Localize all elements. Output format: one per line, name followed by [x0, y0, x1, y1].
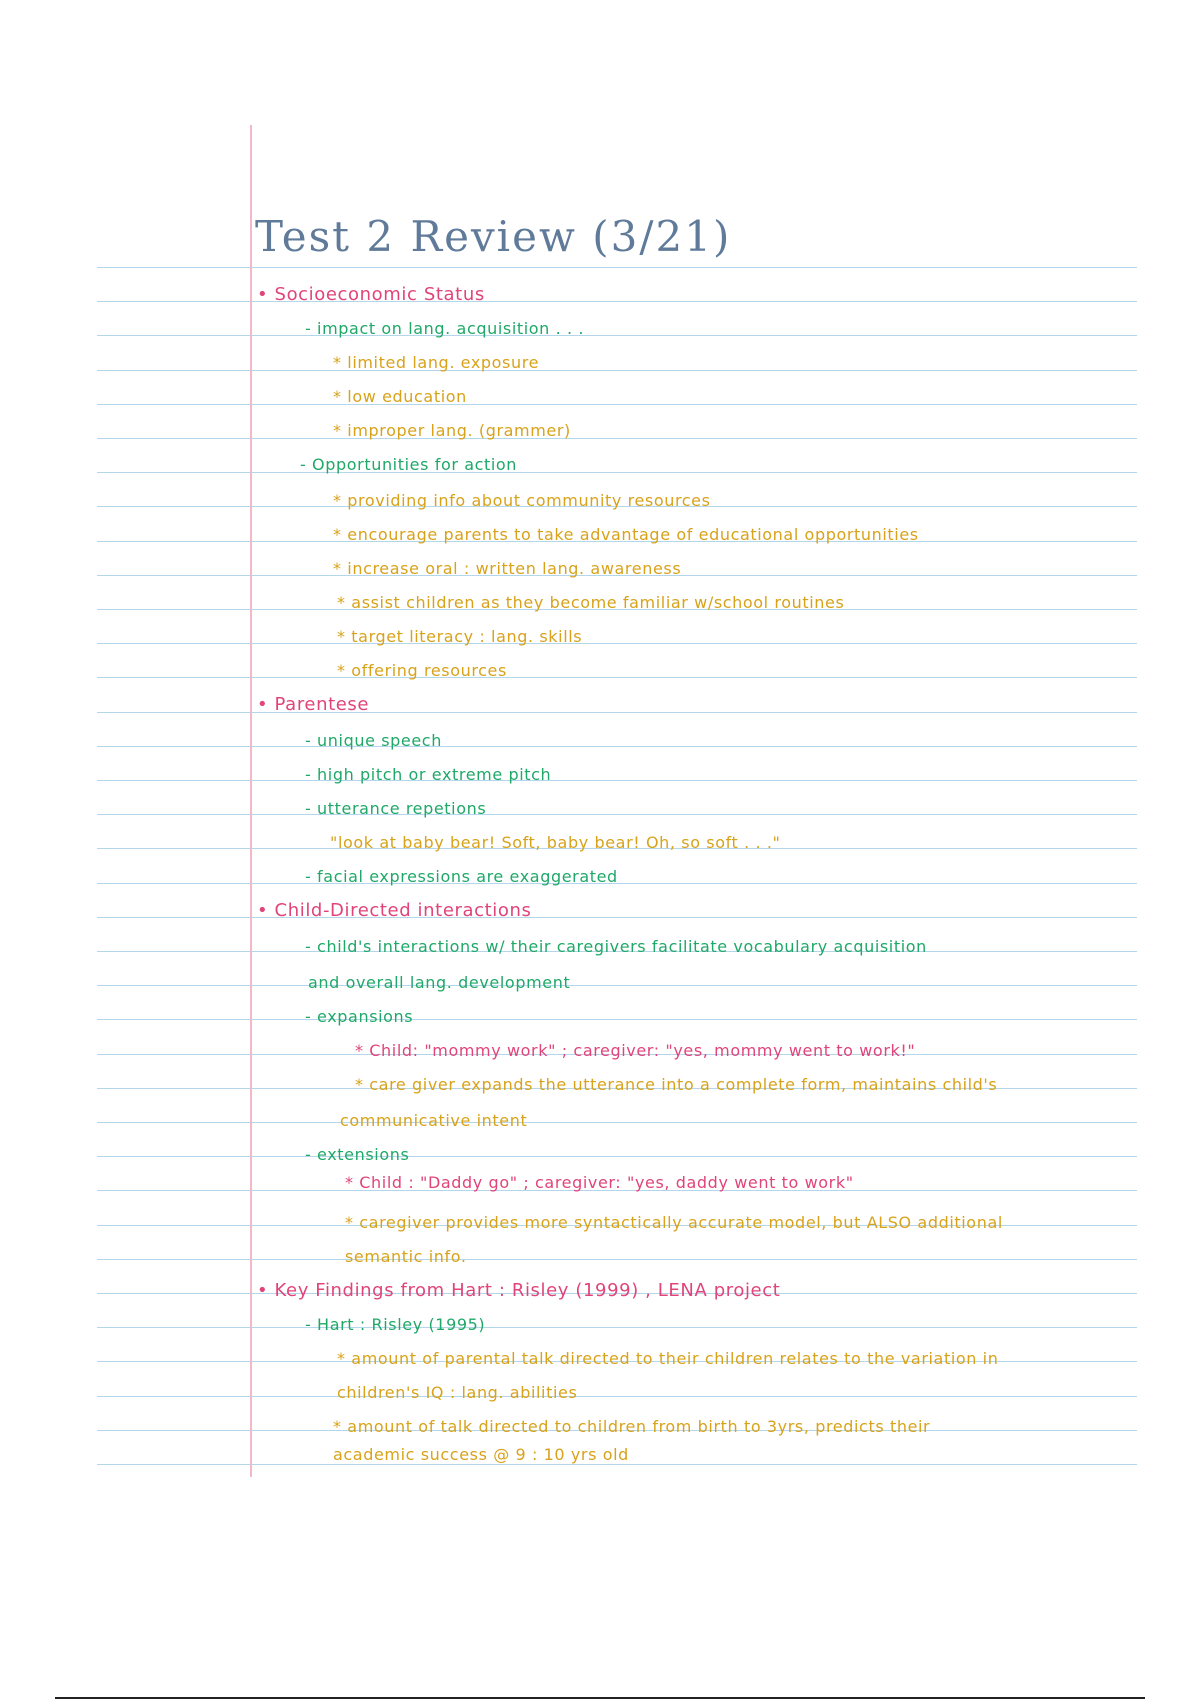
note-line: * assist children as they become familiar w/school routines	[337, 593, 845, 612]
note-line: * amount of parental talk directed to their children relates to the variation in	[337, 1349, 999, 1368]
note-line: - extensions	[305, 1145, 410, 1164]
rule-line	[97, 917, 1137, 918]
note-line: * caregiver provides more syntactically accurate model, but ALSO additional	[345, 1213, 1003, 1232]
note-line: • Parentese	[257, 694, 370, 715]
note-line: - high pitch or extreme pitch	[305, 765, 552, 784]
rule-line	[97, 746, 1137, 747]
note-line: communicative intent	[340, 1111, 528, 1130]
note-line: * target literacy : lang. skills	[337, 627, 583, 646]
rule-line	[97, 267, 1137, 268]
note-line: * Child: "mommy work" ; caregiver: "yes, mommy went to work!"	[355, 1041, 916, 1060]
rule-line	[97, 1396, 1137, 1397]
note-line: * low education	[333, 387, 467, 406]
rule-line	[97, 301, 1137, 302]
note-line: and overall lang. development	[308, 973, 571, 992]
rule-line	[97, 985, 1137, 986]
note-line: academic success @ 9 : 10 yrs old	[333, 1445, 629, 1464]
rule-line	[97, 1122, 1137, 1123]
bottom-border	[55, 1697, 1145, 1699]
rule-line	[97, 1019, 1137, 1020]
rule-line	[97, 335, 1137, 336]
note-line: * increase oral : written lang. awareness	[333, 559, 682, 578]
note-line: * encourage parents to take advantage of educational opportunities	[333, 525, 919, 544]
note-line: - Opportunities for action	[300, 455, 518, 474]
rule-line	[97, 438, 1137, 439]
note-line: * limited lang. exposure	[333, 353, 540, 372]
rule-line	[97, 404, 1137, 405]
note-line: - utterance repetions	[305, 799, 487, 818]
note-line: - impact on lang. acquisition . . .	[305, 319, 585, 338]
note-line: - child's interactions w/ their caregivers facilitate vocabulary acquisition	[305, 937, 927, 956]
note-line: children's IQ : lang. abilities	[337, 1383, 578, 1402]
note-line: * improper lang. (grammer)	[333, 421, 571, 440]
margin-line	[250, 125, 252, 1477]
note-line: * care giver expands the utterance into a complete form, maintains child's	[355, 1075, 998, 1094]
note-line: • Child-Directed interactions	[257, 900, 532, 921]
page-title: Test 2 Review (3/21)	[255, 212, 732, 261]
note-line: semantic info.	[345, 1247, 467, 1266]
note-line: • Socioeconomic Status	[257, 284, 485, 305]
rule-line	[97, 712, 1137, 713]
rule-line	[97, 472, 1137, 473]
note-line: * Child : "Daddy go" ; caregiver: "yes, daddy went to work"	[345, 1173, 854, 1192]
rule-line	[97, 643, 1137, 644]
note-line: "look at baby bear! Soft, baby bear! Oh, so soft . . ."	[330, 833, 781, 852]
rule-line	[97, 677, 1137, 678]
rule-line	[97, 1259, 1137, 1260]
note-line: - facial expressions are exaggerated	[305, 867, 618, 886]
note-line: * providing info about community resources	[333, 491, 711, 510]
note-line: * offering resources	[337, 661, 507, 680]
note-line: - expansions	[305, 1007, 414, 1026]
rule-line	[97, 1156, 1137, 1157]
note-line: • Key Findings from Hart : Risley (1999) , LENA project	[257, 1280, 781, 1301]
note-line: * amount of talk directed to children from birth to 3yrs, predicts their	[333, 1417, 931, 1436]
note-line: - unique speech	[305, 731, 442, 750]
rule-line	[97, 370, 1137, 371]
rule-line	[97, 814, 1137, 815]
rule-line	[97, 1327, 1137, 1328]
rule-line	[97, 780, 1137, 781]
note-line: - Hart : Risley (1995)	[305, 1315, 486, 1334]
